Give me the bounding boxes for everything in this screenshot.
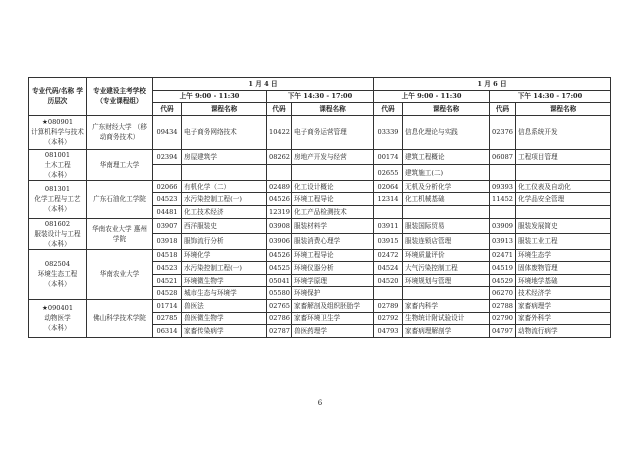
course-name: 有机化学（二） (182, 180, 267, 193)
course-code: 03908 (267, 218, 292, 234)
course-code: 10422 (267, 115, 292, 149)
course-name: 服装连锁店管理 (403, 234, 490, 250)
major-name: 土木工程 (44, 160, 71, 169)
major-code: 081001 (44, 150, 71, 159)
course-name: 水污染控制工程(一) (182, 193, 267, 206)
course-name: 环境保护 (292, 287, 374, 300)
course-name: 环境生态学 (516, 249, 611, 262)
course-name: 无机及分析化学 (403, 180, 490, 193)
school-cell: 广东财经大学 （移动商务技术） (87, 115, 153, 149)
course-name: 房屋建筑学 (182, 149, 267, 165)
key-major-star: ★ (41, 118, 48, 127)
major-cell (29, 115, 87, 149)
course-name: 家畜传染病学 (182, 325, 267, 338)
course-code: 03911 (374, 218, 403, 234)
table-row (29, 115, 611, 149)
header-day1: 1 月 4 日 (153, 78, 374, 91)
course-name: 水污染控制工程(一) (182, 262, 267, 275)
major-code-line (31, 259, 84, 269)
course-code (153, 165, 182, 181)
header-code: 代码 (374, 103, 403, 116)
course-code: 00174 (374, 149, 403, 165)
course-name: 服装工业工程 (516, 234, 611, 250)
major-code: 080901 (47, 118, 74, 127)
major-level: （本科） (44, 205, 71, 214)
course-code: 04528 (153, 287, 182, 300)
school-cell: 佛山科学技术学院 (87, 299, 153, 337)
course-code: 05580 (267, 287, 292, 300)
course-name: 环境质量评价 (403, 249, 490, 262)
course-code: 03909 (490, 218, 516, 234)
course-name: 大气污染控制工程 (403, 262, 490, 275)
course-code (374, 205, 403, 218)
header-code: 代码 (153, 103, 182, 116)
course-code: 02787 (267, 325, 292, 338)
course-name: 环境学原理 (292, 274, 374, 287)
course-code: 02785 (153, 312, 182, 325)
course-name: 电子商务网络技术 (182, 115, 267, 149)
course-code: 02376 (490, 115, 516, 149)
header-course: 课程名称 (516, 103, 611, 116)
page-number: 6 (317, 399, 323, 407)
course-name: 技术经济学 (516, 287, 611, 300)
course-name: 家畜外科学 (516, 312, 611, 325)
course-name: 工程项目管理 (516, 149, 611, 165)
table-row (29, 149, 611, 165)
school-cell: 华南农业大学 (87, 249, 153, 299)
course-code (374, 287, 403, 300)
course-name: 环境化学 (182, 249, 267, 262)
major-name: 动物医学 (44, 314, 71, 323)
course-name: 服装材料学 (292, 218, 374, 234)
course-name: 家畜环境卫生学 (292, 312, 374, 325)
course-name: 化工设计概论 (292, 180, 374, 193)
course-code: 03339 (374, 115, 403, 149)
course-code: 12319 (267, 205, 292, 218)
major-code: 081301 (44, 185, 71, 194)
course-code: 04519 (490, 262, 516, 275)
course-code: 02788 (490, 299, 516, 312)
course-code: 11452 (490, 193, 516, 206)
course-code: 02394 (153, 149, 182, 165)
course-code: 02472 (374, 249, 403, 262)
course-code: 01714 (153, 299, 182, 312)
major-code: 082504 (44, 260, 71, 269)
course-name: 服装消费心理学 (292, 234, 374, 250)
course-code: 04518 (153, 249, 182, 262)
course-name: 西洋服装史 (182, 218, 267, 234)
course-name: 兽医药理学 (292, 325, 374, 338)
course-code: 04529 (490, 274, 516, 287)
course-name: 生物统计附试验设计 (403, 312, 490, 325)
course-code: 06314 (153, 325, 182, 338)
course-name: 兽医法 (182, 299, 267, 312)
school-cell: 华南农业大学 惠州学院 (87, 218, 153, 249)
major-cell (29, 299, 87, 337)
table-row (29, 249, 611, 262)
course-name: 建筑施工(二) (403, 165, 490, 181)
course-code: 04526 (267, 193, 292, 206)
course-code: 02489 (267, 180, 292, 193)
table-row (29, 180, 611, 193)
course-code: 09434 (153, 115, 182, 149)
course-code: 04525 (267, 262, 292, 275)
course-code: 02471 (490, 249, 516, 262)
course-name: 化学品安全管理 (516, 193, 611, 206)
course-name: 家畜内科学 (403, 299, 490, 312)
course-name: 家畜病理学 (516, 299, 611, 312)
major-code-line (31, 303, 84, 313)
major-cell (29, 249, 87, 299)
course-code: 06270 (490, 287, 516, 300)
course-code: 02765 (267, 299, 292, 312)
header-major: 专业代码/名称 学历层次 (29, 78, 87, 116)
header-school: 专业建设主考学校 （专业课程组） (87, 78, 153, 116)
course-name: 电子商务运营管理 (292, 115, 374, 149)
course-name: 信息系统开发 (516, 115, 611, 149)
header-row-dates (29, 78, 611, 91)
major-level: （本科） (44, 324, 71, 333)
course-name: 环境工程导论 (292, 193, 374, 206)
course-name: 建筑工程概论 (403, 149, 490, 165)
major-name: 化学工程与工艺 (34, 195, 81, 204)
major-level: （本科） (44, 170, 71, 179)
header-day2-pm: 下午 14:30 - 17:00 (490, 90, 611, 103)
course-code: 03907 (153, 218, 182, 234)
major-cell (29, 218, 87, 249)
course-code: 04520 (374, 274, 403, 287)
major-level: （本科） (44, 280, 71, 289)
course-code: 03918 (153, 234, 182, 250)
course-name: 环境地学基础 (516, 274, 611, 287)
header-day2: 1 月 6 日 (374, 78, 611, 91)
course-code: 04523 (153, 262, 182, 275)
header-day1-pm: 下午 14:30 - 17:00 (267, 90, 374, 103)
major-name: 环境生态工程 (37, 270, 78, 279)
major-name: 计算机科学与技术 (31, 128, 84, 137)
course-name: 城市生态与环境学 (182, 287, 267, 300)
course-name: 化工技术经济 (182, 205, 267, 218)
major-level: （本科） (44, 138, 71, 147)
course-code: 02786 (267, 312, 292, 325)
course-name: 家畜解剖及组织胚胎学 (292, 299, 374, 312)
major-code-line (31, 150, 84, 160)
course-code: 03906 (267, 234, 292, 250)
header-code: 代码 (490, 103, 516, 116)
course-code: 04481 (153, 205, 182, 218)
course-name: 动物流行病学 (516, 325, 611, 338)
table-row (29, 218, 611, 234)
course-name: 环境仪器分析 (292, 262, 374, 275)
table-row (29, 299, 611, 312)
school-cell: 华南理工大学 (87, 149, 153, 180)
course-name (516, 165, 611, 181)
header-course: 课程名称 (292, 103, 374, 116)
course-name: 环境规划与管理 (403, 274, 490, 287)
exam-schedule-table (28, 77, 611, 338)
course-name: 服装发展简史 (516, 218, 611, 234)
key-major-star: ★ (41, 304, 48, 313)
major-cell (29, 180, 87, 218)
major-code-line (31, 219, 84, 229)
major-cell (29, 149, 87, 180)
course-name: 服饰流行分析 (182, 234, 267, 250)
major-name: 服装设计与工程 (34, 229, 81, 238)
course-name: 化工产品检测技术 (292, 205, 374, 218)
course-name: 服装国际贸易 (403, 218, 490, 234)
major-code: 081602 (44, 219, 71, 228)
course-code (490, 205, 516, 218)
header-course: 课程名称 (182, 103, 267, 116)
course-code: 04521 (153, 274, 182, 287)
course-name: 化工机械基础 (403, 193, 490, 206)
course-code: 04524 (374, 262, 403, 275)
course-name: 家畜病理解剖学 (403, 325, 490, 338)
course-name: 信息化理论与实践 (403, 115, 490, 149)
course-code: 03915 (374, 234, 403, 250)
course-name (516, 205, 611, 218)
course-code: 02790 (490, 312, 516, 325)
course-name: 固体废物管理 (516, 262, 611, 275)
course-code: 12314 (374, 193, 403, 206)
course-code: 02066 (153, 180, 182, 193)
course-code: 02792 (374, 312, 403, 325)
course-code: 04797 (490, 325, 516, 338)
course-code: 04526 (267, 249, 292, 262)
course-name (403, 287, 490, 300)
header-day2-am: 上午 9:00 - 11:30 (374, 90, 490, 103)
course-name (182, 165, 267, 181)
course-code: 02655 (374, 165, 403, 181)
major-code-line (31, 184, 84, 194)
major-level: （本科） (44, 239, 71, 248)
course-code: 02064 (374, 180, 403, 193)
school-cell: 广东石油化工学院 (87, 180, 153, 218)
course-code (267, 165, 292, 181)
course-code: 06087 (490, 149, 516, 165)
course-code: 04793 (374, 325, 403, 338)
course-name: 环境微生物学 (182, 274, 267, 287)
course-name: 化工仪表及自动化 (516, 180, 611, 193)
course-code (490, 165, 516, 181)
header-day1-am: 上午 9:00 - 11:30 (153, 90, 267, 103)
course-code: 09393 (490, 180, 516, 193)
major-code: 090401 (47, 304, 74, 313)
course-code: 05041 (267, 274, 292, 287)
course-name: 房地产开发与经营 (292, 149, 374, 165)
schedule-body (29, 115, 611, 337)
course-name: 环境工程导论 (292, 249, 374, 262)
header-course: 课程名称 (403, 103, 490, 116)
course-code: 03913 (490, 234, 516, 250)
major-code-line (31, 117, 84, 127)
course-name (292, 165, 374, 181)
course-code: 08262 (267, 149, 292, 165)
course-name: 兽医微生物学 (182, 312, 267, 325)
course-code: 02789 (374, 299, 403, 312)
course-code: 04523 (153, 193, 182, 206)
header-code: 代码 (267, 103, 292, 116)
course-name (403, 205, 490, 218)
